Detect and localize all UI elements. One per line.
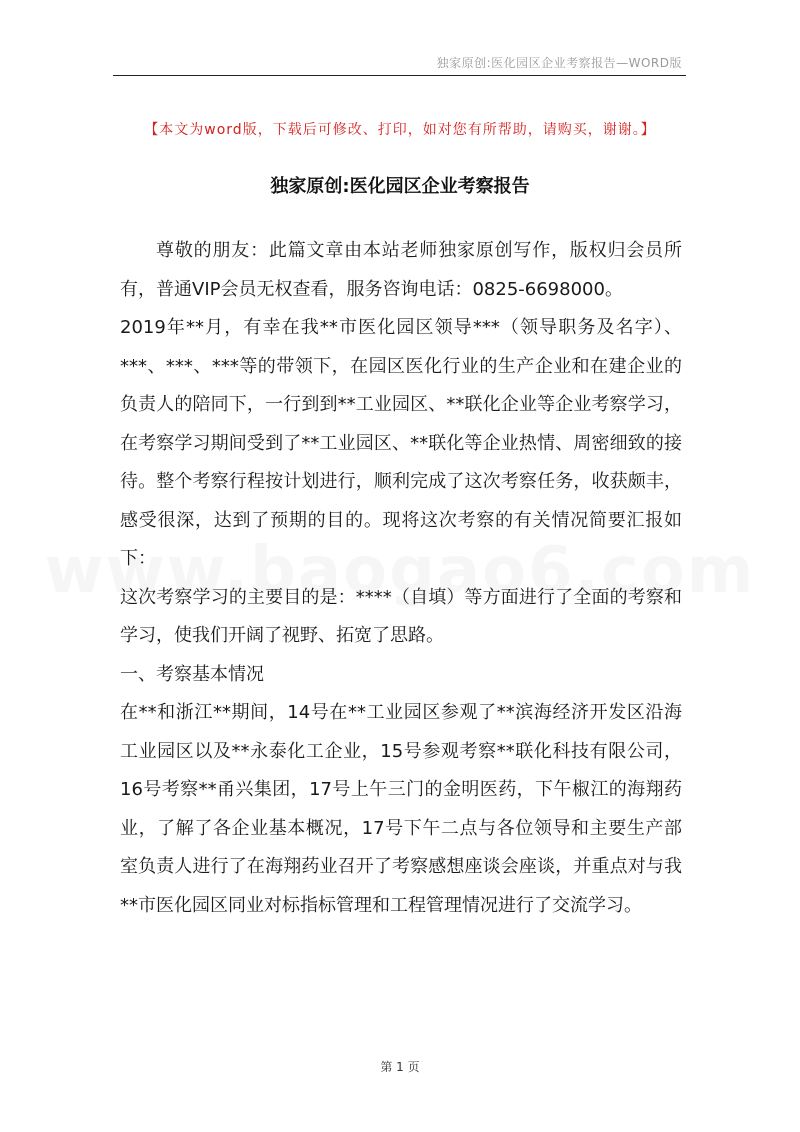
page-number: 第 1 页 (380, 1060, 420, 1074)
section-heading: 一、考察基本情况 (120, 663, 264, 685)
purchase-notice: 【本文为word版，下载后可修改、打印，如对您有所帮助，请购买，谢谢。】 (144, 122, 656, 138)
header-divider (113, 75, 686, 76)
intro-paragraph: 尊敬的朋友：此篇文章由本站老师独家原创写作，版权归会员所有，普通VIP会员无权查看，服务咨询电话：0825-6698000。 (120, 240, 682, 300)
document-body (120, 232, 682, 925)
document-title: 独家原创:医化园区企业考察报告 (270, 176, 530, 197)
body-paragraph: 这次考察学习的主要目的是：****（自填）等方面进行了全面的考察和学习，使我们开阔了视野、拓宽了思路。 (120, 586, 682, 646)
body-paragraph: 在**和浙江**期间，14号在**工业园区参观了**滨海经济开发区沿海工业园区以及**永泰化工企业，15号参观考察**联化科技有限公司，16号考察**甬兴集团，17号上午三门的金明医药，下午椒江的海翔药业，了解了各企业基本概况，17号下午二点与各位领导和主要生产部室负责人进行了在海翔药业召开了考察感想座谈会座谈，并重点对与我**市医化园区同业对标指标管理和工程管理情况进行了交流学习。 (120, 702, 682, 916)
body-paragraph: 2019年**月，有幸在我**市医化园区领导***（领导职务及名字）、***、***、***等的带领下，在园区医化行业的生产企业和在建企业的负责人的陪同下，一行到到**工业园区、**联化企业等企业考察学习，在考察学习期间受到了**工业园区、**联化等企业热情、周密细致的接待。整个考察行程按计划进行，顺利完成了这次考察任务，收获颇丰，感受很深，达到了预期的目的。现将这次考察的有关情况简要汇报如下： (120, 317, 682, 569)
running-header: 独家原创:医化园区企业考察报告—WORD版 (436, 56, 682, 70)
